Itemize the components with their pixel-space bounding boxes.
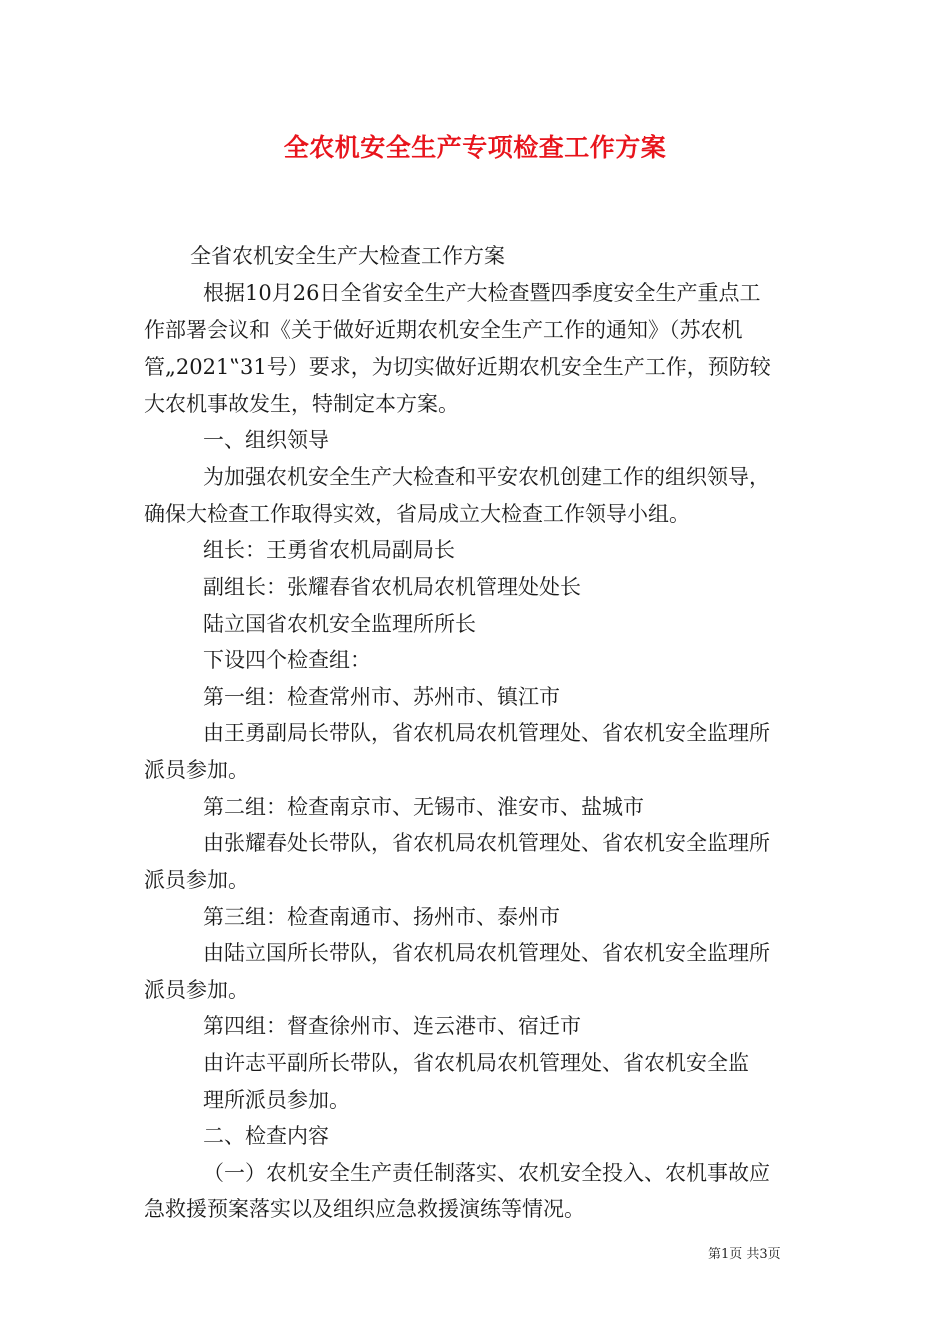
paragraph-line: 下设四个检查组： [203,648,371,672]
paragraph-line: 副组长：张耀春省农机局农机管理处处长 [203,575,581,599]
paragraph-line: 由许志平副所长带队，省农机局农机管理处、省农机安全监 [203,1051,749,1075]
paragraph-line: 派员参加。 [144,868,249,892]
paragraph-line: 派员参加。 [144,758,249,782]
paragraph-line: 急救援预案落实以及组织应急救援演练等情况。 [144,1197,585,1221]
paragraph-line: 第一组：检查常州市、苏州市、镇江市 [203,685,560,709]
paragraph-line: 由陆立国所长带队，省农机局农机管理处、省农机安全监理所 [203,941,770,965]
paragraph-line: 第四组：督查徐州市、连云港市、宿迁市 [203,1014,581,1038]
paragraph-line: 陆立国省农机安全监理所所长 [203,612,476,636]
paragraph-line: 根据10月26日全省安全生产大检查暨四季度安全生产重点工 [203,281,761,305]
paragraph-line: 由张耀春处长带队，省农机局农机管理处、省农机安全监理所 [203,831,770,855]
page-number-footer: 第1页 共3页 [708,1247,781,1262]
paragraph-line: 第三组：检查南通市、扬州市、泰州市 [203,905,560,929]
paragraph-line: 由王勇副局长带队，省农机局农机管理处、省农机安全监理所 [203,721,770,745]
paragraph-line: 理所派员参加。 [203,1088,350,1112]
paragraph-line: 派员参加。 [144,978,249,1002]
paragraph-line: 全省农机安全生产大检查工作方案 [190,244,505,268]
paragraph-line: 组长：王勇省农机局副局长 [203,538,455,562]
section-heading: 二、检查内容 [203,1124,329,1148]
paragraph-line: 为加强农机安全生产大检查和平安农机创建工作的组织领导， [203,465,770,489]
paragraph-line: 管„2021‟31号）要求，为切实做好近期农机安全生产工作，预防较 [144,355,771,379]
paragraph-line: 作部署会议和《关于做好近期农机安全生产工作的通知》（苏农机 [144,318,743,342]
paragraph-line: （一）农机安全生产责任制落实、农机安全投入、农机事故应 [203,1161,770,1185]
paragraph-line: 确保大检查工作取得实效，省局成立大检查工作领导小组。 [144,502,690,526]
paragraph-line: 大农机事故发生，特制定本方案。 [144,392,459,416]
document-title: 全农机安全生产专项检查工作方案 [283,133,667,162]
section-heading: 一、组织领导 [203,428,329,452]
paragraph-line: 第二组：检查南京市、无锡市、淮安市、盐城市 [203,795,644,819]
